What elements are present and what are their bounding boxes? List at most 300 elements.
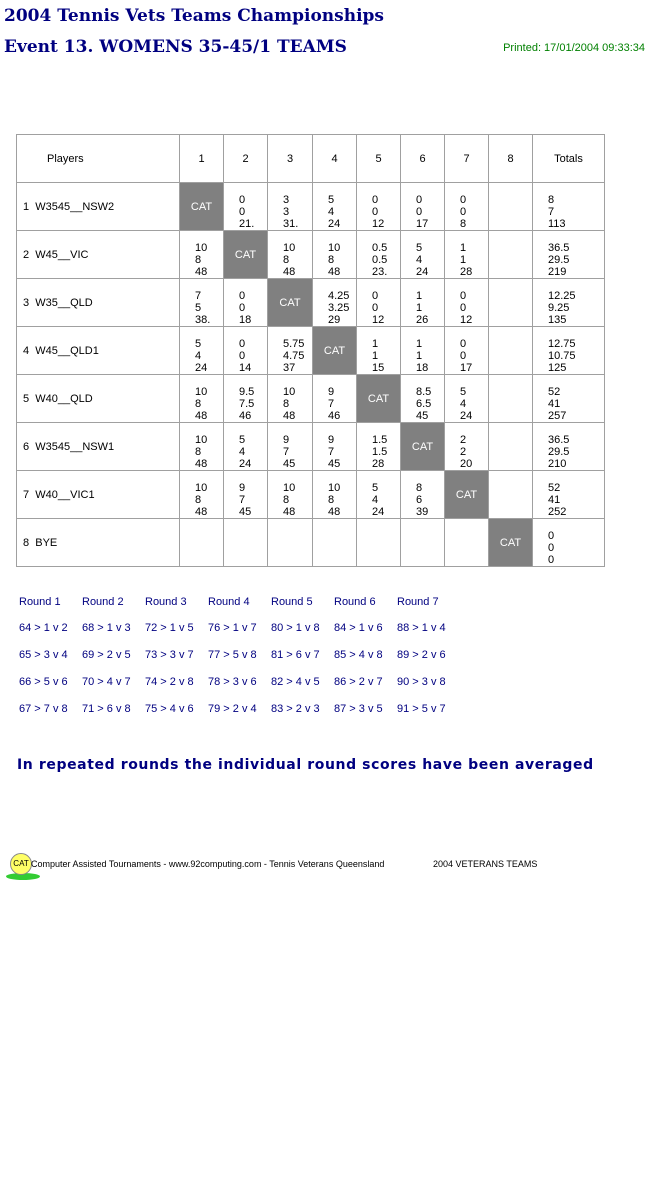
- cat-self-cell: CAT: [489, 519, 533, 567]
- score-value: 48: [195, 506, 208, 518]
- score-cell: [445, 375, 489, 423]
- score-value: 3: [283, 194, 290, 206]
- score-value: 0: [239, 194, 246, 206]
- score-value: 6.5: [416, 398, 432, 410]
- round-match: 91 > 5 v 7: [397, 703, 446, 715]
- score-cell: [357, 279, 401, 327]
- round-match: 86 > 2 v 7: [334, 676, 383, 688]
- score-value: 7: [195, 290, 202, 302]
- score-value: 4.75: [283, 350, 305, 362]
- round-match: 85 > 4 v 8: [334, 649, 383, 661]
- total-value: 41: [548, 398, 561, 410]
- footer: [6, 852, 626, 882]
- score-cell: [401, 327, 445, 375]
- score-value: 4: [328, 206, 335, 218]
- table-row: [17, 327, 605, 375]
- score-value: 0: [372, 206, 379, 218]
- score-value: 2: [460, 434, 467, 446]
- score-value: 24: [372, 506, 385, 518]
- score-value: 29: [328, 314, 341, 326]
- score-value: 7: [239, 494, 246, 506]
- column-header: 2: [224, 135, 268, 183]
- total-value: 113: [548, 218, 566, 230]
- round-match: 84 > 1 v 6: [334, 622, 383, 634]
- score-value: 17: [416, 218, 429, 230]
- players-header: Players: [17, 135, 180, 183]
- round-match: 70 > 4 v 7: [82, 676, 131, 688]
- score-cell: [401, 183, 445, 231]
- score-value: 48: [328, 506, 341, 518]
- total-value: 219: [548, 266, 567, 278]
- score-cell: [489, 471, 533, 519]
- score-value: 0: [416, 206, 423, 218]
- score-value: 10: [328, 482, 341, 494]
- total-value: 29.5: [548, 446, 570, 458]
- score-value: 12: [372, 314, 385, 326]
- player-number: 5: [23, 392, 30, 405]
- score-cell: [445, 519, 489, 567]
- total-value: 52: [548, 386, 561, 398]
- score-value: 12: [460, 314, 473, 326]
- round-match: 79 > 2 v 4: [208, 703, 257, 715]
- score-cell: [268, 231, 313, 279]
- event-title: Event 13. WOMENS 35-45/1 TEAMS: [4, 37, 347, 57]
- score-value: 1.5: [372, 446, 388, 458]
- score-cell: [357, 519, 401, 567]
- round-match: 77 > 5 v 8: [208, 649, 257, 661]
- totals-header: Totals: [533, 135, 605, 183]
- score-cell: [224, 423, 268, 471]
- score-value: 7: [328, 398, 335, 410]
- score-value: 23.: [372, 266, 388, 278]
- score-value: 8: [195, 446, 202, 458]
- score-value: 0: [460, 338, 467, 350]
- score-value: 24: [195, 362, 208, 374]
- player-name: W45__VIC: [35, 248, 89, 261]
- printed-timestamp: Printed: 17/01/2004 09:33:34: [503, 42, 645, 54]
- score-value: 4: [372, 494, 379, 506]
- score-value: 24: [328, 218, 341, 230]
- round-match: 88 > 1 v 4: [397, 622, 446, 634]
- score-value: 18: [239, 314, 252, 326]
- round-match: 66 > 5 v 6: [19, 676, 68, 688]
- table-row: [17, 279, 605, 327]
- score-value: 48: [283, 410, 296, 422]
- player-name: W40__VIC1: [35, 488, 95, 501]
- score-cell: [313, 231, 357, 279]
- score-value: 8: [283, 398, 290, 410]
- cat-self-cell: CAT: [268, 279, 313, 327]
- score-value: 9: [239, 482, 246, 494]
- column-header: 3: [268, 135, 313, 183]
- total-value: 29.5: [548, 254, 570, 266]
- logo-circle: CAT: [10, 853, 32, 875]
- score-value: 5: [195, 338, 202, 350]
- total-value: 12.75: [548, 338, 576, 350]
- cat-self-cell: CAT: [357, 375, 401, 423]
- score-cell: [313, 279, 357, 327]
- rounds-row: [19, 649, 460, 676]
- score-cell: [180, 519, 224, 567]
- score-cell: [268, 183, 313, 231]
- total-value: 36.5: [548, 434, 570, 446]
- score-cell: [401, 375, 445, 423]
- round-match: 72 > 1 v 5: [145, 622, 194, 634]
- score-value: 10: [283, 482, 296, 494]
- score-cell: [224, 375, 268, 423]
- score-value: 28: [372, 458, 385, 470]
- score-value: 8: [283, 254, 290, 266]
- score-cell: [313, 183, 357, 231]
- results-table-body: [17, 135, 605, 567]
- round-match: 73 > 3 v 7: [145, 649, 194, 661]
- score-value: 1: [460, 254, 467, 266]
- column-header: 8: [489, 135, 533, 183]
- round-header: Round 7: [397, 596, 439, 608]
- player-name: W45__QLD1: [35, 344, 99, 357]
- score-value: 7.5: [239, 398, 255, 410]
- player-name: BYE: [35, 536, 58, 549]
- score-value: 26: [416, 314, 429, 326]
- round-match: 65 > 3 v 4: [19, 649, 68, 661]
- round-header: Round 1: [19, 596, 61, 608]
- score-value: 24: [416, 266, 429, 278]
- total-value: 125: [548, 362, 567, 374]
- score-cell: [357, 183, 401, 231]
- score-value: 8: [195, 254, 202, 266]
- score-value: 5: [195, 302, 202, 314]
- player-number: 2: [23, 248, 30, 261]
- score-cell: [489, 183, 533, 231]
- score-value: 15: [372, 362, 385, 374]
- score-cell: [224, 183, 268, 231]
- score-value: 28: [460, 266, 473, 278]
- averaging-note: In repeated rounds the individual round scores have been averaged: [17, 757, 594, 773]
- score-cell: [180, 471, 224, 519]
- score-cell: [445, 423, 489, 471]
- score-value: 21.: [239, 218, 255, 230]
- cat-self-cell: CAT: [180, 183, 224, 231]
- footer-credits: Computer Assisted Tournaments - www.92computing.com - Tennis Veterans Queensland: [31, 859, 385, 869]
- round-header: Round 5: [271, 596, 313, 608]
- round-header: Round 6: [334, 596, 376, 608]
- score-value: 24: [239, 458, 252, 470]
- score-cell: [313, 471, 357, 519]
- score-value: 0: [239, 206, 246, 218]
- cat-self-cell: CAT: [224, 231, 268, 279]
- score-cell: [489, 279, 533, 327]
- score-value: 46: [328, 410, 341, 422]
- total-value: 41: [548, 494, 561, 506]
- score-cell: [401, 519, 445, 567]
- total-value: 0: [548, 530, 555, 542]
- total-value: 0: [548, 542, 555, 554]
- totals-cell: [533, 327, 605, 375]
- round-match: 81 > 6 v 7: [271, 649, 320, 661]
- score-cell: [180, 375, 224, 423]
- round-header: Round 4: [208, 596, 250, 608]
- total-value: 7: [548, 206, 555, 218]
- total-value: 252: [548, 506, 567, 518]
- player-number: 4: [23, 344, 30, 357]
- player-name-cell: [17, 375, 180, 423]
- totals-cell: [533, 519, 605, 567]
- score-cell: [445, 183, 489, 231]
- round-match: 69 > 2 v 5: [82, 649, 131, 661]
- round-match: 83 > 2 v 3: [271, 703, 320, 715]
- score-value: 0: [372, 290, 379, 302]
- totals-cell: [533, 375, 605, 423]
- score-value: 45: [283, 458, 296, 470]
- column-header: 6: [401, 135, 445, 183]
- score-cell: [357, 327, 401, 375]
- score-value: 8: [416, 482, 423, 494]
- round-match: 68 > 1 v 3: [82, 622, 131, 634]
- score-value: 7: [328, 446, 335, 458]
- score-value: 9: [328, 434, 335, 446]
- score-value: 9: [283, 434, 290, 446]
- score-value: 5: [416, 242, 423, 254]
- score-value: 5: [372, 482, 379, 494]
- score-value: 8: [328, 494, 335, 506]
- score-cell: [180, 327, 224, 375]
- score-value: 10: [195, 434, 208, 446]
- score-value: 0: [239, 350, 246, 362]
- score-cell: [489, 423, 533, 471]
- column-header: 1: [180, 135, 224, 183]
- score-cell: [224, 327, 268, 375]
- score-value: 46: [239, 410, 252, 422]
- column-header: 7: [445, 135, 489, 183]
- player-name-cell: [17, 231, 180, 279]
- score-value: 17: [460, 362, 473, 374]
- score-cell: [180, 423, 224, 471]
- score-value: 0: [460, 206, 467, 218]
- score-value: 1: [416, 338, 423, 350]
- table-row: [17, 471, 605, 519]
- score-cell: [357, 471, 401, 519]
- round-match: 75 > 4 v 6: [145, 703, 194, 715]
- score-value: 45: [328, 458, 341, 470]
- round-match: 78 > 3 v 6: [208, 676, 257, 688]
- totals-cell: [533, 279, 605, 327]
- player-number: 7: [23, 488, 30, 501]
- score-value: 10: [283, 242, 296, 254]
- round-match: 89 > 2 v 6: [397, 649, 446, 661]
- table-row: [17, 183, 605, 231]
- total-value: 8: [548, 194, 555, 206]
- score-value: 0: [460, 302, 467, 314]
- footer-event-name: 2004 VETERANS TEAMS: [433, 859, 538, 869]
- score-cell: [268, 327, 313, 375]
- score-value: 31.: [283, 218, 299, 230]
- score-value: 18: [416, 362, 429, 374]
- score-cell: [313, 375, 357, 423]
- score-value: 0: [460, 290, 467, 302]
- player-name: W40__QLD: [35, 392, 93, 405]
- score-value: 48: [195, 266, 208, 278]
- score-value: 39: [416, 506, 429, 518]
- score-value: 48: [328, 266, 341, 278]
- score-value: 1: [416, 350, 423, 362]
- score-value: 7: [283, 446, 290, 458]
- score-cell: [224, 519, 268, 567]
- score-value: 0: [372, 194, 379, 206]
- total-value: 12.25: [548, 290, 576, 302]
- total-value: 0: [548, 554, 555, 566]
- score-value: 1: [372, 350, 379, 362]
- round-match: 82 > 4 v 5: [271, 676, 320, 688]
- score-value: 1: [416, 290, 423, 302]
- column-header: 4: [313, 135, 357, 183]
- player-name: W3545__NSW2: [35, 200, 115, 213]
- score-cell: [401, 471, 445, 519]
- score-value: 8.5: [416, 386, 432, 398]
- round-header: Round 2: [82, 596, 124, 608]
- score-cell: [357, 231, 401, 279]
- score-value: 10: [328, 242, 341, 254]
- score-value: 9: [328, 386, 335, 398]
- player-name-cell: [17, 423, 180, 471]
- score-value: 48: [195, 458, 208, 470]
- player-name: W35__QLD: [35, 296, 93, 309]
- round-match: 74 > 2 v 8: [145, 676, 194, 688]
- score-value: 14: [239, 362, 252, 374]
- score-value: 4: [460, 398, 467, 410]
- score-cell: [445, 327, 489, 375]
- score-cell: [489, 375, 533, 423]
- score-value: 8: [460, 218, 467, 230]
- score-value: 3.25: [328, 302, 350, 314]
- total-value: 36.5: [548, 242, 570, 254]
- score-value: 48: [283, 506, 296, 518]
- score-cell: [180, 279, 224, 327]
- round-match: 90 > 3 v 8: [397, 676, 446, 688]
- total-value: 135: [548, 314, 567, 326]
- score-cell: [268, 519, 313, 567]
- score-cell: [445, 279, 489, 327]
- score-value: 5: [460, 386, 467, 398]
- totals-cell: [533, 183, 605, 231]
- score-cell: [180, 231, 224, 279]
- score-cell: [268, 471, 313, 519]
- round-match: 80 > 1 v 8: [271, 622, 320, 634]
- total-value: 52: [548, 482, 561, 494]
- totals-cell: [533, 231, 605, 279]
- score-value: 0: [239, 338, 246, 350]
- player-number: 3: [23, 296, 30, 309]
- rounds-row: [19, 703, 460, 730]
- score-cell: [445, 231, 489, 279]
- table-row: [17, 231, 605, 279]
- round-match: 67 > 7 v 8: [19, 703, 68, 715]
- score-value: 1: [372, 338, 379, 350]
- score-value: 8: [195, 398, 202, 410]
- cat-self-cell: CAT: [313, 327, 357, 375]
- score-value: 12: [372, 218, 385, 230]
- total-value: 10.75: [548, 350, 576, 362]
- score-value: 9.5: [239, 386, 255, 398]
- score-value: 24: [460, 410, 473, 422]
- score-cell: [401, 279, 445, 327]
- player-number: 6: [23, 440, 30, 453]
- table-row: [17, 423, 605, 471]
- score-value: 10: [195, 386, 208, 398]
- totals-cell: [533, 423, 605, 471]
- score-value: 0: [372, 302, 379, 314]
- score-value: 48: [195, 410, 208, 422]
- totals-cell: [533, 471, 605, 519]
- score-value: 45: [239, 506, 252, 518]
- cat-self-cell: CAT: [401, 423, 445, 471]
- player-name: W3545__NSW1: [35, 440, 115, 453]
- player-name-cell: [17, 279, 180, 327]
- score-value: 37: [283, 362, 296, 374]
- score-value: 0.5: [372, 242, 388, 254]
- score-cell: [489, 327, 533, 375]
- score-cell: [313, 423, 357, 471]
- score-cell: [224, 471, 268, 519]
- round-match: 64 > 1 v 2: [19, 622, 68, 634]
- score-cell: [357, 423, 401, 471]
- cat-self-cell: CAT: [445, 471, 489, 519]
- player-number: 8: [23, 536, 30, 549]
- score-value: 8: [283, 494, 290, 506]
- score-value: 4: [195, 350, 202, 362]
- score-cell: [401, 231, 445, 279]
- player-name-cell: [17, 471, 180, 519]
- score-value: 0: [239, 302, 246, 314]
- score-value: 0: [460, 350, 467, 362]
- score-value: 4: [239, 446, 246, 458]
- score-value: 5.75: [283, 338, 305, 350]
- player-name-cell: [17, 327, 180, 375]
- score-value: 38.: [195, 314, 211, 326]
- score-value: 5: [239, 434, 246, 446]
- score-value: 4: [416, 254, 423, 266]
- rounds-schedule: [19, 596, 460, 730]
- score-value: 45: [416, 410, 429, 422]
- score-cell: [224, 279, 268, 327]
- player-name-cell: [17, 519, 180, 567]
- score-value: 6: [416, 494, 423, 506]
- total-value: 9.25: [548, 302, 570, 314]
- score-value: 1: [460, 242, 467, 254]
- page-title: 2004 Tennis Vets Teams Championships: [4, 6, 384, 26]
- score-value: 10: [283, 386, 296, 398]
- rounds-header-row: [19, 596, 460, 622]
- total-value: 257: [548, 410, 567, 422]
- total-value: 210: [548, 458, 567, 470]
- score-value: 0: [239, 290, 246, 302]
- score-value: 0: [416, 194, 423, 206]
- score-value: 10: [195, 482, 208, 494]
- score-value: 48: [283, 266, 296, 278]
- table-row: [17, 375, 605, 423]
- score-value: 2: [460, 446, 467, 458]
- score-value: 20: [460, 458, 473, 470]
- player-name-cell: [17, 183, 180, 231]
- score-value: 0.5: [372, 254, 388, 266]
- table-row: [17, 519, 605, 567]
- score-value: 8: [195, 494, 202, 506]
- round-match: 76 > 1 v 7: [208, 622, 257, 634]
- rounds-row: [19, 622, 460, 649]
- score-cell: [313, 519, 357, 567]
- score-value: 4.25: [328, 290, 350, 302]
- score-value: 0: [460, 194, 467, 206]
- score-value: 5: [328, 194, 335, 206]
